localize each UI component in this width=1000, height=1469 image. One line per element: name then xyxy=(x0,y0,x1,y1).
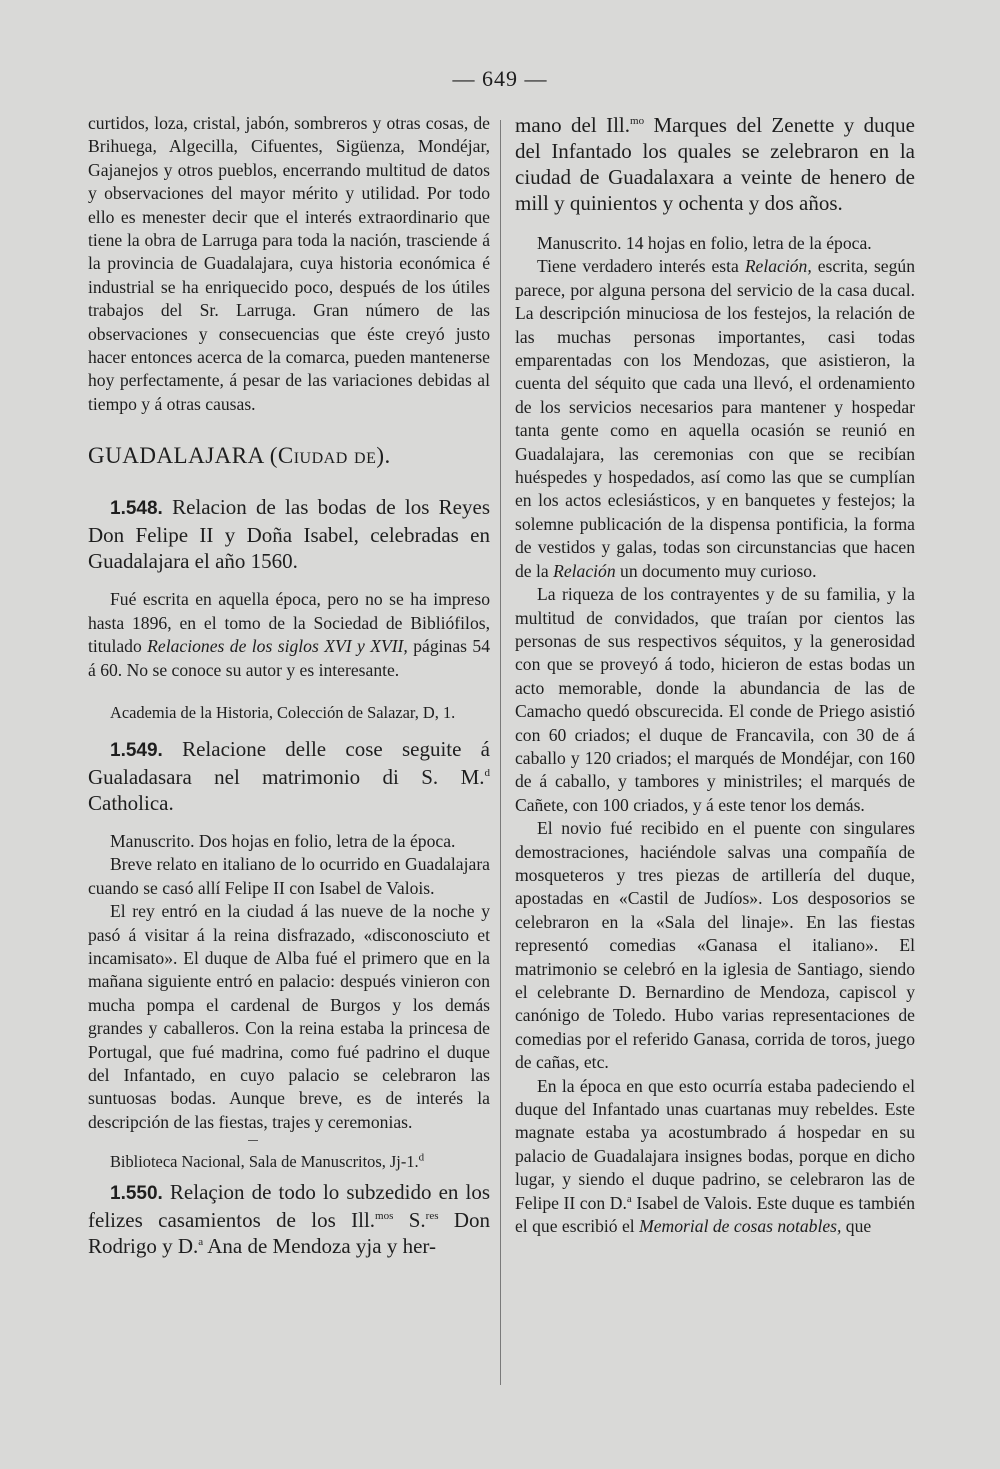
italic-title: Memorial de cosas notables, xyxy=(639,1216,842,1237)
text-span: Biblioteca Nacional, Sala de Manuscritos, Jj-1. xyxy=(110,1152,419,1172)
left-column xyxy=(88,112,490,1273)
text-span: Marques del Zenette y duque del Infantado los quales se zelebraron en la ciudad de Guadalaxara a veinte de henero de mill y quinientos y ochenta y dos años. xyxy=(515,113,915,215)
superscript: a xyxy=(626,1192,632,1205)
entry-1549-title xyxy=(88,736,490,816)
entry-1548-title xyxy=(88,494,490,574)
right-column xyxy=(515,112,915,1238)
section-heading-smallcaps: Ciudad de xyxy=(277,443,377,469)
entry-1548-source: Academia de la Historia, Colección de Salazar, D, 1. xyxy=(110,702,456,722)
text-span: Ana de Mendoza yja y her- xyxy=(203,1234,436,1259)
italic-title: Relación xyxy=(553,560,616,581)
text-span: S. xyxy=(393,1208,426,1233)
italic-title: Relación, xyxy=(744,256,812,277)
text-span: páginas 54 á 60. No se conoce su autor y es interesante. xyxy=(88,636,490,680)
book-title: Relaciones de los siglos XVI y XVII, xyxy=(147,636,408,657)
separator-dash xyxy=(248,1140,258,1141)
left-paragraph-1: curtidos, loza, cristal, jabón, sombreros y otras cosas, de Brihuega, Algecilla, Cifuentes, Sigüenza, Mondéjar, Gajanejos y otros pueblos, encerrando multitud de datos y observaciones del mayor mérito y utilidad. Por todo ello es menester decir que el interés extraordinario que tiene la obra de Larruga para toda la nación, trasciende á la provincia de Guadalajara, cuya historia económica é industrial se ha enriquecido poco, después de los útiles trabajos del Sr. Larruga. Gran número de las observaciones y consecuencias que éste creyó justo hacer entonces acerca de la comarca, pueden mantenerse hoy perfectamente, á pesar de las variaciones debidas al tiempo y á otras causas. xyxy=(88,113,490,414)
section-heading xyxy=(88,442,490,470)
text-span: Isabel de Valois. Este duque es también el que escribió el xyxy=(515,1192,915,1237)
entry-number: 1.548. xyxy=(110,498,163,520)
entry-1548-description xyxy=(88,588,490,682)
entry-1549-manuscript: Manuscrito. Dos hojas en folio, letra de la época. xyxy=(110,830,456,851)
superscript: mo xyxy=(630,115,645,127)
entry-title: Relacion de las bodas de los Reyes Don Felipe II y Doña Isabel, celebradas en Guadalajara el año 1560. xyxy=(88,495,490,574)
entry-1550-paragraph-1 xyxy=(515,255,915,583)
section-heading-main: GUADALAJARA ( xyxy=(88,443,278,469)
text-span: mano del Ill. xyxy=(515,113,631,137)
entry-1550-paragraph-2: La riqueza de los contrayentes y de su familia, y la multitud de convidados, que traían por cientos las personas de sus respectivos séquitos, y la generosidad con que se proveyó á todo, hicieron de estas bodas un acto memorable, donde la abundancia de las de Camacho quedó obscurecida. El conde de Priego asistió con 60 criados; el duque de Francavila, con 30 de á caballo y 120 criados; el marqués de Mondéjar, con 160 de á caballo, y tambores y ministriles; el marqués de Cañete, con 100 criados, y á este tenor los demás. xyxy=(515,584,915,815)
entry-1549-summary: Breve relato en italiano de lo ocurrido en Guadalajara cuando se casó allí Felipe II con Isabel de Valois. xyxy=(88,854,490,898)
text-span: un documento muy curioso. xyxy=(615,560,817,581)
page-number: — 649 — xyxy=(452,66,548,91)
entry-title: Relaçion de todo lo subzedido en los felizes casamientos de los Ill. xyxy=(88,1180,491,1233)
text-span: Tiene verdadero interés esta xyxy=(537,256,745,277)
entry-1550-title xyxy=(88,1179,490,1259)
text-span: Don Rodrigo y D. xyxy=(88,1208,491,1259)
text-span: que xyxy=(841,1216,872,1237)
entry-number: 1.549. xyxy=(110,739,163,761)
superscript: d xyxy=(418,1151,425,1164)
entry-title: Relacione delle cose seguite á Gualadasara nel matrimonio di S. M. xyxy=(88,736,491,789)
entry-1550-manuscript: Manuscrito. 14 hojas en folio, letra de la época. xyxy=(537,233,872,253)
superscript: res xyxy=(425,1210,439,1223)
text-span: Fué escrita en aquella época, pero no se ha impreso hasta 1896, en el tomo de la Sociedad de Bibliófilos, titulado xyxy=(88,589,490,657)
entry-1550-title-continued xyxy=(515,112,915,216)
superscript: d xyxy=(484,766,490,779)
column-divider xyxy=(500,120,501,1385)
entry-title-end: Catholica. xyxy=(88,790,174,815)
entry-1550-paragraph-3: El novio fué recibido en el puente con singulares demostraciones, haciéndole salvas una compañía de mosqueteros y tres piezas de artillería del duque, apostadas en «Castil de Judíos». Los desposorios se celebraron en la «Sala del linaje». En las fiestas representó comedias «Ganasa el italiano». El matrimonio se celebró en la iglesia de Santiago, siendo el celebrante D. Bernardino de Mendoza, capiscol y canónigo de Toledo. Hubo varias representaciones de comedias por el referido Ganasa, corrida de toros, juego de cañas, etc. xyxy=(515,818,915,1073)
superscript: a xyxy=(198,1236,204,1249)
entry-1549-description: El rey entró en la ciudad á las nueve de la noche y pasó á visitar á la reina disfrazado, «disconosciuto et incamisato». El duque de Alba fué el primero que en la mañana siguiente entró en palacio: después vinieron con mucha pompa el cardenal de Burgos y los demás grandes y caballeros. Con la reina estaba la princesa de Portugal, que fué madrina, como fué padrino el duque del Infantado, en cuyo palacio se celebraron las suntuosas bodas. Aunque breve, es de interés la descripción de las fiestas, trajes y ceremonias. xyxy=(88,901,490,1132)
superscript: mos xyxy=(375,1210,394,1223)
entry-1550-paragraph-4 xyxy=(515,1075,915,1239)
text-span: En la época en que esto ocurría estaba padeciendo el duque del Infantado unas cuartanas muy rebeldes. Este magnate estaba ya acostumbrado á hospedar en su palacio de Guadalajara insignes bodas, porque en dicho lugar, y siendo el duque padrino, se celebraron las de Felipe II con D. xyxy=(515,1075,915,1213)
text-span: escrita, según parece, por alguna persona del servicio de la casa ducal. La descripción minuciosa de los festejos, la relación de las muchas personas importantes, casi todas emparentadas con los Mendozas, que asistieron, la cuenta del séquito que cada una llevó, el ordenamiento de los servicios necesarios para mantener y hospedar tanta gente como en aquella ocasión se reunió en Guadalajara, las ceremonias con que se recibían huéspedes y hospedados, así como las que se cumplían en los actos eclesiásticos, y en banquetes y festejos; la solemne publicación de la dispensa pontificia, la forma de vestidos y galas, todas son circunstancias que hacen de la xyxy=(515,256,915,581)
entry-number: 1.550. xyxy=(110,1183,163,1205)
section-heading-end: ). xyxy=(376,443,391,469)
entry-1549-source xyxy=(88,1151,490,1173)
